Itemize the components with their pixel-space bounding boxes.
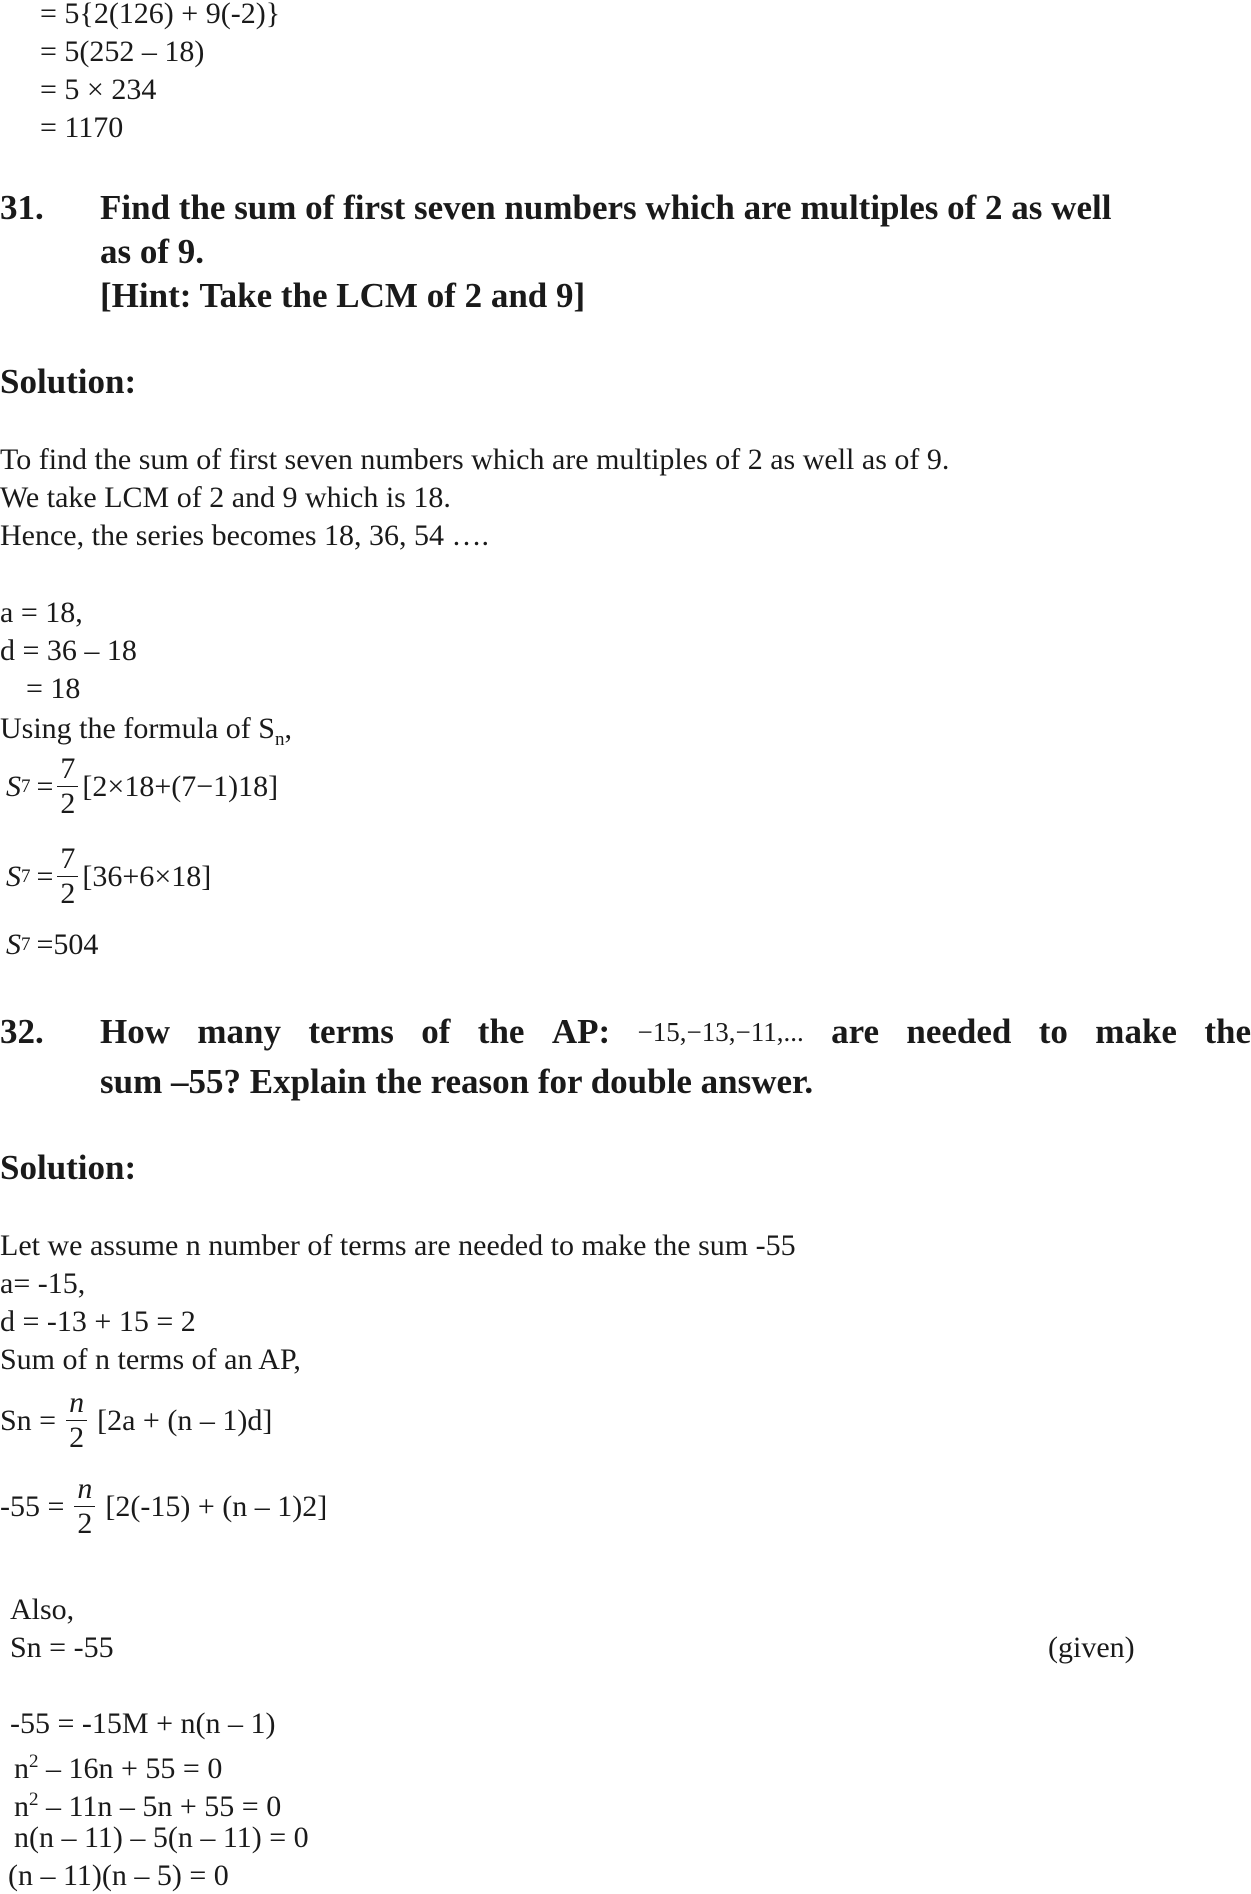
q32-eq2-denominator: 2: [77, 1507, 93, 1540]
eq2-sub: 7: [21, 865, 31, 887]
prev-step-3: = 5 × 234: [40, 73, 157, 106]
solution-31-formula-intro: [0, 711, 292, 758]
eq2-equals: =: [36, 859, 54, 893]
eq1-numerator: 7: [57, 752, 78, 787]
q32-word: are: [831, 1012, 880, 1051]
eq1-rest: [2×18+(7−1)18]: [82, 769, 279, 803]
eq3-lhs: S: [6, 928, 21, 961]
solution-32-step-2: [14, 1744, 222, 1787]
eq1-fraction: [57, 752, 78, 821]
solution-31-equation-2: [6, 842, 211, 911]
eq2-numerator: 7: [57, 842, 78, 877]
solution-31-a: a = 18,: [0, 596, 83, 629]
solution-31-line-3: Hence, the series becomes 18, 36, 54 ….: [0, 519, 490, 552]
eq3-rest: =504: [36, 928, 99, 961]
q32-eq2-lhs: -55 =: [0, 1489, 65, 1523]
step2-rest: – 16n + 55 = 0: [38, 1752, 223, 1785]
solution-31-line-2: We take LCM of 2 and 9 which is 18.: [0, 481, 451, 514]
prev-step-1: = 5{2(126) + 9(-2)}: [40, 0, 281, 30]
q32-word: the: [1204, 1012, 1251, 1051]
solution-32-equation-2: [0, 1472, 327, 1541]
prev-step-2: = 5(252 – 18): [40, 35, 205, 68]
eq2-lhs: S: [6, 859, 21, 893]
q32-eq2-rest: [2(-15) + (n – 1)2]: [105, 1489, 328, 1523]
solution-32-given-label: (given): [1048, 1631, 1135, 1664]
solution-32-sn-given: Sn = -55: [10, 1631, 114, 1664]
step3-n: n: [14, 1790, 29, 1823]
q32-eq1-rest: [2a + (n – 1)d]: [97, 1403, 273, 1437]
q32-sequence: −15,−13,−11,...: [637, 1017, 804, 1047]
q32-word: make: [1095, 1012, 1177, 1051]
solution-32-line-1: Let we assume n number of terms are needed to make the sum -55: [0, 1229, 796, 1262]
solution-31-heading: Solution:: [0, 362, 137, 401]
eq2-rest: [36+6×18]: [82, 859, 212, 893]
q32-eq1-lhs: Sn =: [0, 1403, 57, 1437]
q32-word: many: [197, 1012, 281, 1051]
solution-32-equation-1: [0, 1386, 272, 1455]
q32-word: needed: [906, 1012, 1012, 1051]
q32-eq1-fraction: [66, 1386, 87, 1455]
solution-32-step-5: (n – 11)(n – 5) = 0: [8, 1859, 229, 1892]
eq3-sub: 7: [21, 934, 31, 955]
eq1-lhs: S: [6, 769, 21, 803]
q32-word: of: [421, 1012, 451, 1051]
step2-exponent: 2: [29, 1751, 39, 1772]
formula-intro-text: Using the formula of S: [0, 712, 275, 745]
solution-32-line-3: d = -13 + 15 = 2: [0, 1305, 196, 1338]
step3-rest: – 11n – 5n + 55 = 0: [38, 1790, 282, 1823]
eq2-denominator: 2: [60, 877, 76, 910]
question-31-line-2: as of 9.: [100, 232, 205, 271]
step2-n: n: [14, 1752, 29, 1785]
q32-word: the: [477, 1012, 525, 1051]
solution-32-also: Also,: [10, 1593, 75, 1626]
step3-exponent: 2: [29, 1789, 39, 1810]
question-31-number: 31.: [0, 188, 44, 227]
eq1-equals: =: [36, 769, 54, 803]
eq1-denominator: 2: [60, 787, 76, 820]
solution-32-step-3: [14, 1782, 281, 1825]
solution-31-equation-1: [6, 752, 278, 821]
q32-eq2-fraction: [74, 1472, 95, 1541]
prev-step-4: = 1170: [40, 111, 124, 144]
q32-eq1-denominator: 2: [69, 1421, 85, 1454]
question-32-line-1: [100, 1010, 1251, 1054]
solution-31-d-result: = 18: [26, 672, 81, 705]
q32-word: terms: [308, 1012, 394, 1051]
eq2-fraction: [57, 842, 78, 911]
q32-eq1-numerator: n: [66, 1386, 87, 1421]
solution-32-line-2: a= -15,: [0, 1267, 86, 1300]
solution-32-line-4: Sum of n terms of an AP,: [0, 1343, 301, 1376]
q32-word: How: [100, 1012, 170, 1051]
solution-31-equation-3: [6, 928, 98, 962]
solution-32-heading: Solution:: [0, 1148, 137, 1187]
formula-intro-end: ,: [284, 712, 292, 745]
q32-word: to: [1038, 1012, 1068, 1051]
q32-word: AP:: [551, 1012, 611, 1051]
question-32-number: 32.: [0, 1012, 44, 1051]
formula-intro-sub: n: [274, 729, 285, 750]
question-32-line-2: sum –55? Explain the reason for double answer.: [100, 1062, 814, 1101]
question-31-line-1: Find the sum of first seven numbers which are multiples of 2 as well: [100, 188, 1112, 227]
solution-31-line-1: To find the sum of first seven numbers which are multiples of 2 as well as of 9.: [0, 443, 950, 476]
solution-32-step-1: -55 = -15M + n(n – 1): [10, 1707, 276, 1740]
solution-32-step-4: n(n – 11) – 5(n – 11) = 0: [14, 1821, 309, 1854]
question-31-hint: [Hint: Take the LCM of 2 and 9]: [100, 276, 586, 315]
solution-31-d: d = 36 – 18: [0, 634, 137, 667]
q32-eq2-numerator: n: [74, 1472, 95, 1507]
eq1-sub: 7: [21, 775, 31, 797]
